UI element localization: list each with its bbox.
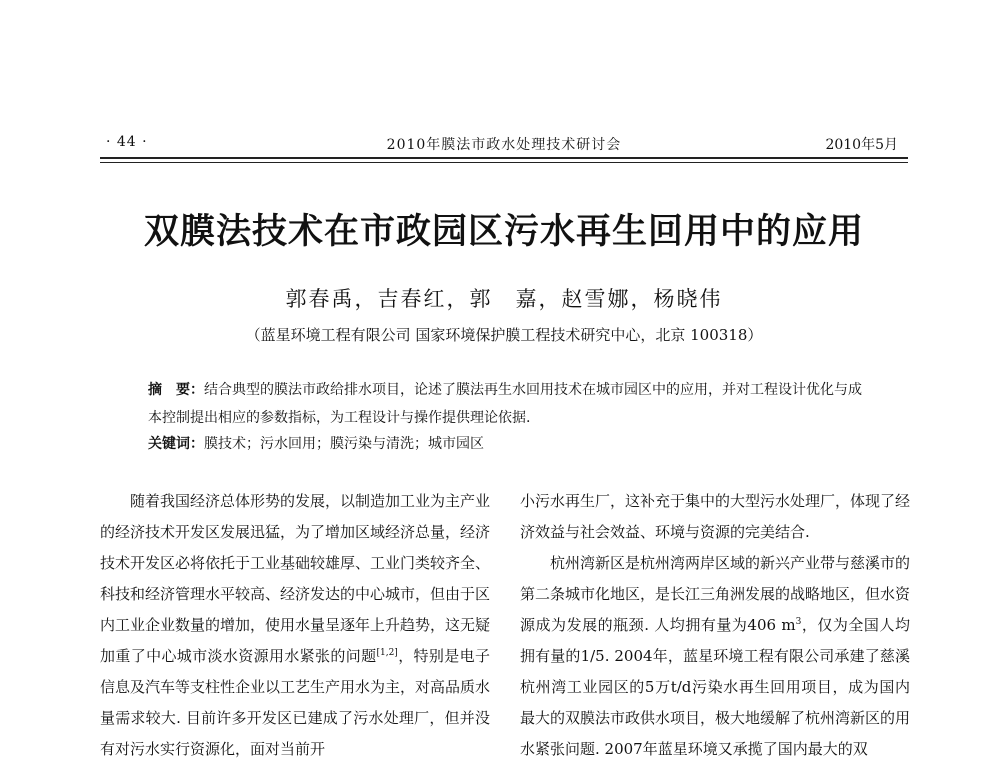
- body-paragraph: 小污水再生厂，这补充于集中的大型污水处理厂，体现了经济效益与社会效益、环境与资源的完美结合.: [520, 492, 911, 541]
- body-paragraph: [100, 486, 490, 765]
- keywords-label: 关键词：: [148, 436, 204, 452]
- keywords: [148, 433, 868, 453]
- paper-title: 双膜法技术在市政园区污水再生回用中的应用: [143, 211, 864, 252]
- abstract: [148, 376, 868, 432]
- conference-name: 2010年膜法市政水处理技术研讨会: [386, 137, 622, 153]
- body-text: 随着我国经济总体形势的发展，以制造加工业为主产业的经济技术开发区发展迅猛，为了增加区域经济总量，经济技术开发区必将依托于工业基础较雄厚、工业门类较齐全、科技和经济管理水平较高、经济发达的中心城市，但由于区内工业企业数量的增加，使用水量呈逐年上升趋势，这无疑加重了中心城市淡水资源用水紧张的问题: [100, 492, 491, 665]
- author-list: 郭春禹，吉春红，郭 嘉，赵雪娜，杨晓伟: [285, 287, 723, 311]
- issue-date: 2010年5月: [825, 137, 898, 153]
- affiliation: （蓝星环境工程有限公司 国家环境保护膜工程技术研究中心，北京 100318）: [245, 326, 763, 344]
- superscript: 3: [795, 617, 802, 627]
- abstract-label: 摘 要：: [148, 382, 204, 398]
- page-number: · 44 ·: [106, 134, 148, 150]
- body-text: ，仅为全国人均拥有量的1/5. 2004年，蓝星环境工程有限公司承建了慈溪杭州湾工业园区的5万t/d污染水再生回用项目，成为国内最大的双膜法市政供水项目，极大地缓解了杭州湾新区的用水紧张问题. 2007年蓝星环境又承揽了国内最大的双: [520, 616, 911, 758]
- body-column-left: [100, 486, 490, 765]
- citation-ref: [1,2]: [376, 648, 398, 658]
- header-rule-thin: [100, 162, 908, 163]
- body-paragraph: [520, 548, 910, 765]
- header-rule-thick: [100, 157, 908, 159]
- body-text: ，特别是电子信息及汽车等支柱性企业以工艺生产用水为主，对高品质水量需求较大. 目前许多开发区已建成了污水处理厂，但并没有对污水实行资源化，面对当前开: [100, 647, 491, 758]
- keywords-text: 膜技术；污水回用；膜污染与清洗；城市园区: [204, 436, 484, 452]
- body-column-right: [520, 486, 910, 765]
- abstract-text: 结合典型的膜法市政给排水项目，论述了膜法再生水回用技术在城市园区中的应用，并对工程设计优化与成本控制提出相应的参数指标，为工程设计与操作提供理论依据.: [148, 382, 862, 426]
- body-text: 杭州湾新区是杭州湾两岸区域的新兴产业带与慈溪市的第二条城市化地区，是长江三角洲发展的战略地区，但水资源成为发展的瓶颈. 人均拥有量为406 m: [520, 554, 911, 634]
- running-header: [100, 132, 908, 156]
